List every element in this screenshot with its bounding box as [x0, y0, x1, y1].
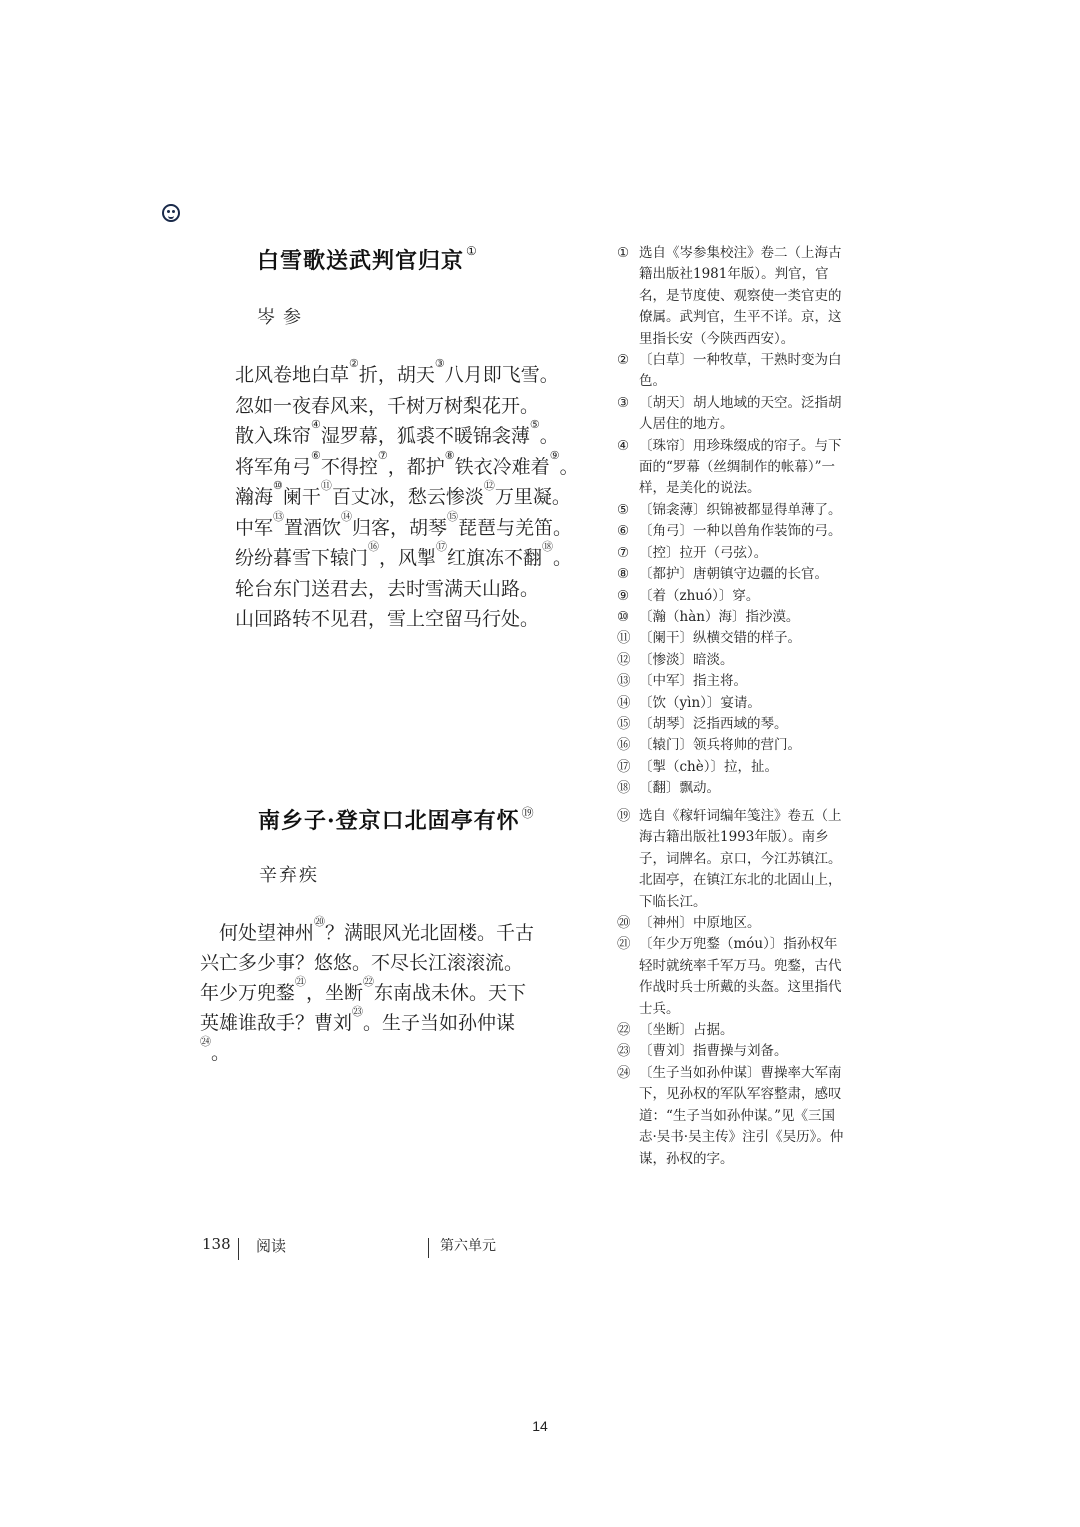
footnote-text: 〔辕门〕领兵将帅的营门。	[639, 737, 801, 754]
footnote-mark: ⑳	[617, 915, 631, 932]
text-run: 。	[539, 425, 559, 447]
footnote-mark: ㉑	[617, 936, 631, 953]
text-run: 不得控	[320, 455, 378, 478]
text-run: 轮台东门送君去，去时雪满天山路。	[235, 577, 540, 600]
footnote-item	[617, 393, 847, 436]
footer-divider	[238, 1238, 239, 1260]
text-run: 百丈冰，愁云惨淡	[331, 486, 484, 508]
footnote-ref: ②	[349, 357, 359, 370]
text-run: ，坐断	[306, 982, 364, 1004]
footnote-mark: ③	[617, 394, 630, 411]
footnote-text: 〔翻〕飘动。	[639, 780, 720, 797]
text-run: ，都护	[387, 455, 445, 478]
text-run: 忽如一夜春风来，千树万树梨花开。	[235, 394, 540, 417]
poem-line	[235, 509, 579, 544]
footnote-mark: ⑲	[617, 808, 631, 824]
text-run: 将军角弓	[235, 455, 312, 478]
text-run: 置酒饮	[284, 516, 342, 539]
footnote-ref: ⑮	[447, 509, 459, 523]
footnote-text: 〔角弓〕一种以兽角作装饰的弓。	[639, 523, 842, 540]
footnote-mark: ⑦	[617, 544, 630, 561]
footnote-ref: ⑱	[542, 540, 554, 553]
footnote-item	[617, 671, 847, 692]
text-run: 散入珠帘	[235, 425, 312, 447]
footnote-ref: ⑰	[436, 540, 448, 553]
poem-line	[235, 357, 579, 391]
footnote-text: 〔都护〕唐朝镇守边疆的长官。	[639, 566, 828, 583]
poem1-body	[235, 357, 579, 635]
footnote-text: 〔饮（yìn）〕宴请。	[639, 694, 761, 711]
footnote-item	[617, 243, 847, 350]
footnote-ref: ③	[434, 357, 445, 370]
poem2-author: 辛弃疾	[259, 865, 319, 886]
footnote-text: 〔阑干〕纵横交错的样子。	[639, 630, 801, 647]
text-run: ？满眼风光北固楼。千古兴亡多少事？悠悠。不尽长江滚滚流。 年少万兜鍪	[200, 922, 552, 1004]
footnote-item	[617, 607, 847, 628]
footnote-ref: ④	[311, 418, 321, 431]
footnote-text: 〔锦衾薄〕织锦被都显得单薄了。	[639, 501, 842, 518]
footnote-mark: ⑩	[617, 608, 630, 625]
footnote-item	[617, 1020, 847, 1041]
footnote-ref: ㉔	[200, 1035, 211, 1048]
footnote-item	[617, 934, 847, 1020]
footnote-text: 〔瀚（hàn）海〕指沙漠。	[639, 608, 800, 625]
smiley-logo-icon	[162, 204, 180, 222]
footnote-item	[617, 564, 847, 585]
text-run: 铁衣冷难着	[454, 455, 550, 478]
footnote-item	[617, 714, 847, 735]
footnote-ref: ⑯	[368, 540, 380, 553]
poem1-title-note-ref: ①	[466, 244, 478, 258]
text-run: 阑干	[282, 486, 321, 508]
poem2-title: 南乡子·登京口北固亭有怀 ⑲	[258, 806, 535, 834]
footnote-mark: ⑥	[617, 523, 630, 540]
text-run: 东南战未休。天下英雄谁敌手？曹刘	[200, 982, 527, 1034]
footnote-mark: ㉒	[617, 1022, 631, 1039]
text-run: 琵琶与羌笛。	[458, 516, 573, 539]
poem-line	[235, 574, 579, 605]
poem1-notes	[617, 243, 847, 800]
footnote-text: 〔胡琴〕泛指西域的琴。	[639, 715, 788, 732]
footnote-item	[617, 543, 847, 564]
footnote-mark: ⑰	[617, 758, 631, 775]
text-run: 。生子当如孙仲谋	[363, 1012, 516, 1034]
footnote-text: 〔白草〕一种牧草，干熟时变为白色。	[639, 352, 842, 390]
footnote-ref: ⑥	[311, 448, 321, 462]
footnote-ref: ⑩	[273, 479, 283, 492]
footnote-ref: ⑳	[314, 915, 326, 928]
footnote-text: 〔中军〕指主将。	[639, 673, 747, 690]
footnote-text: 〔惨淡〕暗淡。	[639, 651, 734, 668]
footnote-text: 〔珠帘〕用珍珠缀成的帘子。与下面的“罗幕（丝绸制作的帐幕）”一样，是美化的说法。	[639, 437, 842, 497]
footnote-mark: ㉔	[617, 1064, 631, 1081]
poem-line	[235, 479, 579, 513]
footnote-mark: ②	[617, 352, 630, 369]
footnote-item	[617, 350, 847, 393]
poem-line	[235, 391, 579, 422]
footnote-ref: ⑫	[483, 479, 495, 492]
footer-page-number: 138	[202, 1235, 231, 1253]
footnote-ref: ㉑	[295, 975, 307, 988]
footnote-item	[617, 913, 847, 934]
footnote-item	[617, 586, 847, 607]
footnote-item	[617, 436, 847, 500]
footnote-mark: ①	[617, 245, 630, 261]
footnote-ref: ⑧	[444, 448, 455, 462]
footnote-item	[617, 1063, 847, 1170]
footnote-mark: ⑮	[617, 715, 631, 732]
footnote-mark: ⑯	[617, 737, 631, 754]
poem-line	[235, 418, 579, 452]
footnote-text: 〔年少万兜鍪（móu）〕指孙权年轻时就统率千军万马。兜鍪，古代作战时兵士所戴的头盔。这里指代士兵。	[639, 936, 842, 1017]
footnote-item	[617, 500, 847, 521]
footnote-ref: ㉓	[352, 1005, 364, 1018]
footnote-item	[617, 650, 847, 671]
text-run: 山回路转不见君，雪上空留马行处。	[235, 608, 540, 630]
footer-divider	[428, 1238, 429, 1258]
footnote-text: 〔掣（chè）〕拉，扯。	[639, 758, 778, 775]
poem2-title-note-ref: ⑲	[521, 806, 535, 820]
text-run: 湿罗幕，狐裘不暖锦衾薄	[320, 425, 530, 447]
footnote-ref: ⑪	[320, 479, 332, 492]
ci-paragraph	[200, 915, 552, 1068]
text-run: 何处望神州	[200, 922, 315, 944]
footnote-mark: ⑬	[617, 673, 631, 690]
text-run: 纷纷暮雪下辕门	[235, 547, 369, 569]
text-run: 北风卷地白草	[235, 364, 350, 386]
text-run: 。	[553, 547, 573, 569]
text-run: ，风掣	[379, 547, 437, 569]
poem2-notes	[617, 806, 847, 1170]
footnote-text: 〔生子当如孙仲谋〕曹操率大军南下，见孙权的军队军容整肃，感叹道：“生子当如孙仲谋。”见《三国志·吴书·吴主传》注引《吴历》。仲谋，孙权的字。	[639, 1064, 844, 1167]
footnote-item	[617, 806, 847, 913]
footnote-text: 选自《岑参集校注》卷二（上海古籍出版社1981年版）。判官，官名，是节度使、观察使一类官吏的僚属。武判官，生平不详。京，这里指长安（今陕西西安）。	[639, 245, 842, 347]
text-run: 折，胡天	[358, 364, 435, 386]
footnote-item	[617, 735, 847, 756]
poem-line	[235, 604, 579, 635]
text-run: 瀚海	[235, 486, 274, 508]
text-run: 八月即飞雪。	[444, 364, 559, 386]
footnote-ref: ⑨	[549, 448, 560, 462]
footnote-mark: ㉓	[617, 1043, 631, 1060]
document-page-number: 14	[532, 1418, 548, 1434]
footnote-ref: ⑬	[273, 509, 285, 523]
poem2-body	[200, 915, 552, 1068]
poem-line	[235, 448, 579, 483]
poem1-title: 白雪歌送武判官归京 ①	[257, 244, 478, 274]
footnote-text: 〔坐断〕占据。	[639, 1022, 734, 1039]
text-run: 。	[559, 455, 579, 478]
footnote-text: 选自《稼轩词编年笺注》卷五（上海古籍出版社1993年版）。南乡子，词牌名。京口，今江苏镇江。北固亭，在镇江东北的北固山上，下临长江。	[639, 808, 842, 910]
footnote-mark: ⑪	[617, 630, 631, 647]
poem-line	[235, 540, 579, 574]
footnote-mark: ④	[617, 437, 630, 454]
footnote-item	[617, 693, 847, 714]
footer-unit: 第六单元	[440, 1238, 496, 1254]
text-run: 红旗冻不翻	[447, 547, 543, 569]
footnote-item	[617, 757, 847, 778]
footnote-mark: ⑫	[617, 651, 631, 668]
footnote-mark: ⑨	[617, 587, 630, 604]
text-run: 万里凝。	[494, 486, 571, 508]
footnote-mark: ⑧	[617, 566, 630, 583]
footnote-text: 〔曹刘〕指曹操与刘备。	[639, 1043, 788, 1060]
footnote-mark: ⑱	[617, 780, 631, 797]
footnote-item	[617, 1041, 847, 1062]
footer-section: 阅读	[256, 1237, 287, 1255]
text-run: 中军	[235, 516, 274, 539]
footnote-ref: ⑦	[377, 448, 388, 462]
footnote-text: 〔胡天〕胡人地域的天空。泛指胡人居住的地方。	[639, 394, 842, 433]
footnote-text: 〔着（zhuó）〕穿。	[639, 587, 760, 604]
poem1-author: 岑参	[257, 307, 309, 328]
footnote-ref: ⑤	[529, 418, 540, 431]
footnote-item	[617, 778, 847, 799]
footnote-mark: ⑤	[617, 501, 630, 518]
footnote-text: 〔控〕拉开（弓弦）。	[639, 544, 768, 561]
footnote-text: 〔神州〕中原地区。	[639, 915, 761, 932]
footnote-item	[617, 628, 847, 649]
footnote-ref: ㉒	[363, 975, 375, 988]
footnote-ref: ⑭	[341, 509, 353, 523]
text-run: 。	[211, 1042, 231, 1064]
text-run: 归客，胡琴	[352, 516, 448, 539]
footnote-item	[617, 521, 847, 542]
footnote-mark: ⑭	[617, 694, 631, 711]
